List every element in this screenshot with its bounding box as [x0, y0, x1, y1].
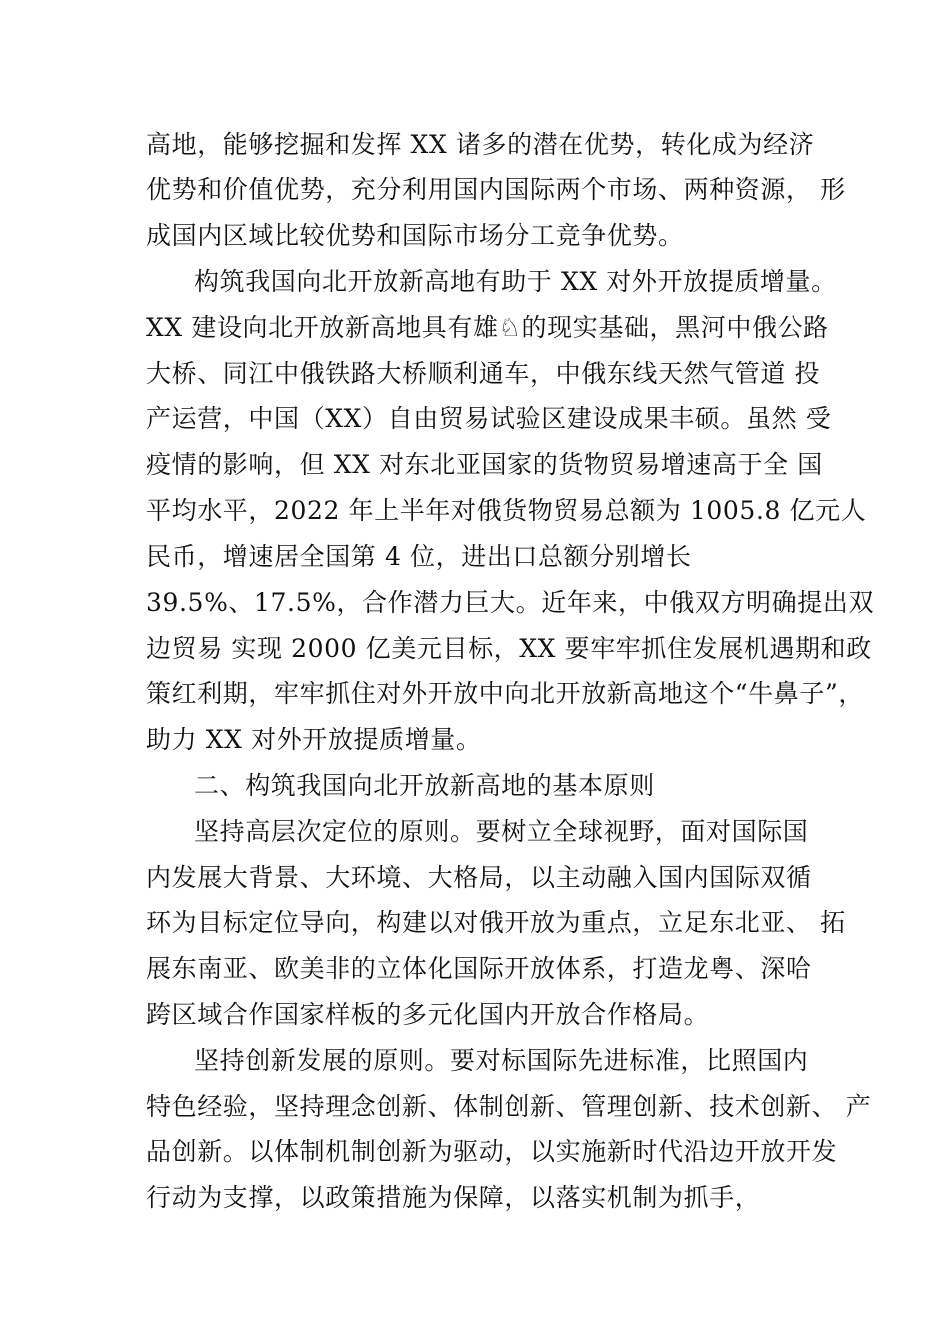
- section-heading: 二、构筑我国向北开放新高地的基本原则: [194, 771, 655, 800]
- text-line: 大桥、同江中俄铁路大桥顺利通车，中俄东线天然气管道 投: [146, 359, 821, 388]
- text-line: 产运营，中国（XX）自由贸易试验区建设成果丰硕。虽然 受: [146, 404, 832, 433]
- text-line: 构筑我国向北开放新高地有助于 XX 对外开放提质增量。: [194, 267, 837, 296]
- text-line: 疫情的影响，但 XX 对东北亚国家的货物贸易增速高于全 国: [146, 450, 823, 479]
- text-line: 环为目标定位导向，构建以对俄开放为重点，立足东北亚、 拓: [146, 908, 846, 937]
- text-line: 高地，能够挖掘和发挥 XX 诸多的潜在优势，转化成为经济: [146, 130, 815, 159]
- text-line: 平均水平，2022 年上半年对俄货物贸易总额为 1005.8 亿元人: [146, 496, 867, 525]
- text-line: 行动为支撑，以政策措施为保障，以落实机制为抓手，: [146, 1183, 761, 1212]
- text-line: 跨区域合作国家样板的多元化国内开放合作格局。: [146, 1000, 710, 1029]
- text-line: 策红利期，牢牢抓住对外开放中向北开放新高地这个“牛鼻子”，: [146, 679, 864, 708]
- text-line: 民币，增速居全国第 4 位，进出口总额分别增长: [146, 542, 692, 571]
- text-line: 成国内区域比较优势和国际市场分工竞争优势。: [146, 221, 684, 250]
- text-line: 坚持高层次定位的原则。要树立全球视野，面对国际国: [194, 817, 809, 846]
- text-line: 边贸易 实现 2000 亿美元目标，XX 要牢牢抓住发展机遇期和政: [146, 634, 872, 663]
- text-line: 助力 XX 对外开放提质增量。: [146, 725, 482, 754]
- text-line: 坚持创新发展的原则。要对标国际先进标准，比照国内: [194, 1046, 809, 1075]
- text-line: 优势和价值优势，充分利用国内国际两个市场、两种资源， 形: [146, 175, 846, 204]
- text-line: XX 建设向北开放新高地具有雄♘的现实基础，黑河中俄公路: [146, 313, 829, 342]
- text-line: 品创新。以体制机制创新为驱动，以实施新时代沿边开放开发: [146, 1137, 838, 1166]
- text-line: 特色经验，坚持理念创新、体制创新、管理创新、技术创新、 产: [146, 1092, 872, 1121]
- text-line: 展东南亚、欧美非的立体化国际开放体系，打造龙粤、深哈: [146, 954, 812, 983]
- text-line: 39.5%、17.5%，合作潜力巨大。近年来，中俄双方明确提出双: [146, 588, 875, 617]
- text-line: 内发展大背景、大环境、大格局，以主动融入国内国际双循: [146, 863, 812, 892]
